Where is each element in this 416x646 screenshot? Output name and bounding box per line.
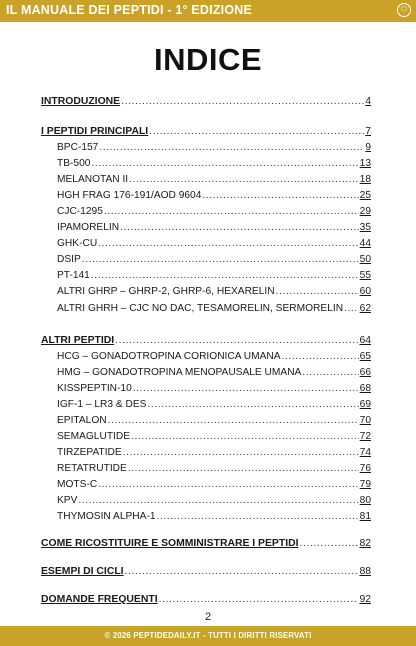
toc-entry[interactable] (57, 237, 371, 251)
toc-page-link[interactable]: 62 (359, 303, 371, 314)
toc-entry[interactable] (57, 494, 371, 508)
toc-page-link[interactable]: 65 (359, 351, 371, 362)
toc-entry[interactable] (57, 189, 371, 203)
document-title: IL MANUALE DEI PEPTIDI - 1° EDIZIONE (6, 3, 253, 17)
toc-leader-dots (91, 269, 359, 283)
toc-entry-label: BPC-157 (57, 142, 99, 153)
toc-entry-label: ESEMPI DI CICLI (41, 566, 124, 577)
toc-page-link[interactable]: 69 (359, 399, 371, 410)
toc-entry[interactable] (41, 565, 371, 579)
toc-entry-label: TIRZEPATIDE (57, 447, 122, 458)
toc-page-link[interactable]: 9 (365, 142, 371, 153)
toc-page-link[interactable]: 13 (359, 158, 371, 169)
toc-leader-dots (302, 366, 358, 380)
toc-page-link[interactable]: 60 (359, 286, 371, 297)
toc-page-link[interactable]: 44 (359, 238, 371, 249)
toc-leader-dots (133, 382, 359, 396)
toc-entry-label: HCG – GONADOTROPINA CORIONICA UMANA (57, 351, 281, 362)
toc-page-link[interactable]: 50 (359, 254, 371, 265)
toc-entry[interactable] (57, 205, 371, 219)
toc-leader-dots (78, 494, 358, 508)
toc-leader-dots (276, 285, 359, 299)
toc-entry[interactable] (57, 269, 371, 283)
toc-entry-label: IGF-1 – LR3 & DES (57, 399, 147, 410)
toc-page-link[interactable]: 4 (365, 96, 371, 107)
toc-entry[interactable] (57, 510, 371, 524)
toc-entry-label: ALTRI PEPTIDI (41, 335, 115, 346)
toc-leader-dots (125, 565, 359, 579)
toc-leader-dots (115, 334, 358, 348)
toc-leader-dots (91, 157, 358, 171)
toc-page-link[interactable]: 55 (359, 270, 371, 281)
toc-entry[interactable] (57, 285, 371, 299)
toc-entry[interactable] (57, 478, 371, 492)
toc-page-link[interactable]: 35 (359, 222, 371, 233)
toc-page-link[interactable]: 70 (359, 415, 371, 426)
toc-entry[interactable] (41, 537, 371, 551)
toc-entry[interactable] (57, 302, 371, 316)
toc-entry[interactable] (57, 141, 371, 155)
toc-entry[interactable] (57, 157, 371, 171)
toc-leader-dots (299, 537, 358, 551)
toc-entry-label: MOTS-C (57, 479, 98, 490)
toc-page-link[interactable]: 76 (359, 463, 371, 474)
toc-entry[interactable] (57, 462, 371, 476)
toc-leader-dots (344, 302, 359, 316)
toc-entry-label: GHK-CU (57, 238, 98, 249)
toc-entry-label: SEMAGLUTIDE (57, 431, 131, 442)
toc-leader-dots (128, 462, 359, 476)
toc-entry-label: HMG – GONADOTROPINA MENOPAUSALE UMANA (57, 367, 302, 378)
toc-page-link[interactable]: 79 (359, 479, 371, 490)
toc-page-link[interactable]: 7 (365, 126, 371, 137)
toc-entry[interactable] (41, 334, 371, 348)
toc-page-link[interactable]: 25 (359, 190, 371, 201)
toc-page-link[interactable]: 74 (359, 447, 371, 458)
toc-page-link[interactable]: 29 (359, 206, 371, 217)
toc-page-link[interactable]: 82 (359, 538, 371, 549)
page-heading: INDICE (153, 42, 263, 77)
toc-leader-dots (282, 350, 359, 364)
toc-entry[interactable] (57, 398, 371, 412)
toc-leader-dots (104, 205, 359, 219)
toc-entry-label: RETATRUTIDE (57, 463, 127, 474)
toc-leader-dots (98, 237, 358, 251)
toc-page-link[interactable]: 72 (359, 431, 371, 442)
toc-entry[interactable] (57, 173, 371, 187)
footer-copyright: © 2026 PEPTIDEDAILY.IT - TUTTI I DIRITTI RISERVATI (0, 626, 416, 646)
toc-page-link[interactable]: 18 (359, 174, 371, 185)
toc-page-link[interactable]: 64 (359, 335, 371, 346)
toc-entry[interactable] (57, 253, 371, 267)
toc-entry-label: ALTRI GHRP – GHRP-2, GHRP-6, HEXARELIN (57, 286, 275, 297)
toc-entry[interactable] (41, 593, 371, 607)
toc-page-link[interactable]: 88 (359, 566, 371, 577)
toc-entry[interactable] (57, 221, 371, 235)
toc-entry-label: INTRODUZIONE (41, 96, 121, 107)
toc-entry-label: PT-141 (57, 270, 90, 281)
toc-entry-label: TB-500 (57, 158, 91, 169)
toc-page-link[interactable]: 80 (359, 495, 371, 506)
toc-entry-label: KPV (57, 495, 78, 506)
toc-leader-dots (108, 414, 359, 428)
toc-entry-label: EPITALON (57, 415, 107, 426)
toc-leader-dots (157, 510, 359, 524)
toc-entry[interactable] (57, 382, 371, 396)
page-number: 2 (204, 611, 212, 623)
toc-leader-dots (120, 221, 359, 235)
toc-entry[interactable] (57, 446, 371, 460)
toc-leader-dots (147, 398, 358, 412)
toc-leader-dots (99, 141, 364, 155)
toc-entry[interactable] (57, 366, 371, 380)
toc-leader-dots (159, 593, 359, 607)
toc-leader-dots (82, 253, 359, 267)
toc-leader-dots (131, 430, 359, 444)
toc-leader-dots (123, 446, 359, 460)
toc-page-link[interactable]: 68 (359, 383, 371, 394)
toc-page-link[interactable]: 92 (359, 594, 371, 605)
toc-page-link[interactable]: 66 (359, 367, 371, 378)
toc-entry-label: MELANOTAN II (57, 174, 129, 185)
toc-leader-dots (129, 173, 359, 187)
toc-leader-dots (149, 125, 364, 139)
toc-entry[interactable] (57, 350, 371, 364)
toc-leader-dots (202, 189, 358, 203)
toc-entry-label: ALTRI GHRH – CJC NO DAC, TESAMORELIN, SERMORELIN (57, 303, 344, 314)
toc-entry[interactable] (57, 430, 371, 444)
toc-entry-label: I PEPTIDI PRINCIPALI (41, 126, 149, 137)
toc-entry[interactable] (57, 414, 371, 428)
toc-leader-dots (98, 478, 358, 492)
toc-page-link[interactable]: 81 (359, 511, 371, 522)
toc-entry[interactable] (41, 125, 371, 139)
toc-entry-label: THYMOSIN ALPHA-1 (57, 511, 156, 522)
toc-entry-label: CJC-1295 (57, 206, 103, 217)
toc-entry-label: IPAMORELIN (57, 222, 120, 233)
toc-entry-label: DOMANDE FREQUENTI (41, 594, 158, 605)
toc-leader-dots (121, 95, 364, 109)
peptide-logo-icon: ⬡ (397, 3, 411, 17)
toc-entry[interactable] (41, 95, 371, 109)
toc-entry-label: HGH FRAG 176-191/AOD 9604 (57, 190, 202, 201)
toc-entry-label: KISSPEPTIN-10 (57, 383, 132, 394)
toc-entry-label: COME RICOSTITUIRE E SOMMINISTRARE I PEPTIDI (41, 538, 299, 549)
toc-entry-label: DSIP (57, 254, 81, 265)
